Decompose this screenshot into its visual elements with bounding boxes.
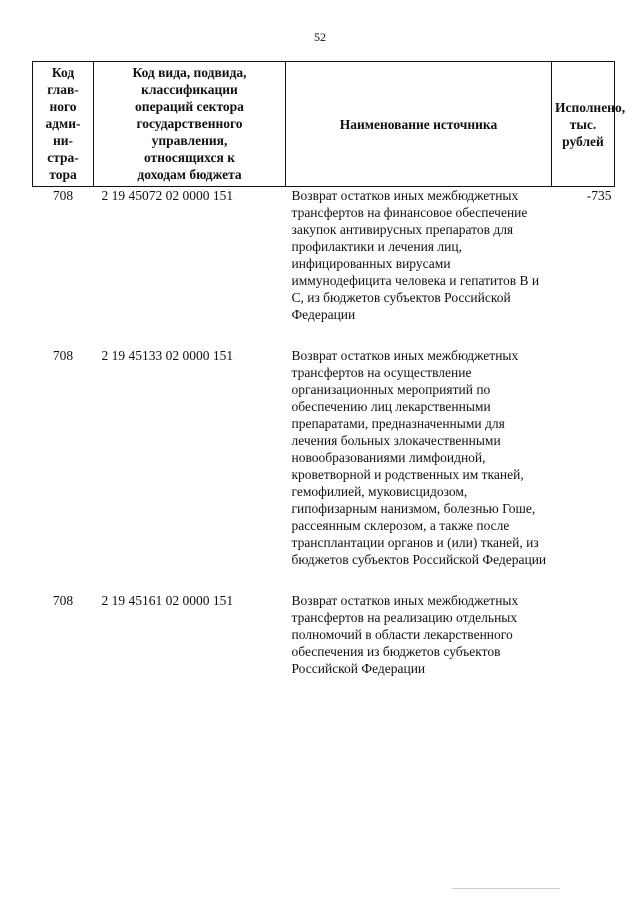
table-row xyxy=(33,187,615,348)
table-row xyxy=(33,347,615,592)
cell-source-name: Возврат остатков иных межбюджетных трансфертов на осуществление организационных мероприятий по обеспечению лиц лекарственными препаратами, предназначенными для лечения больных злокачественными новообразованиями лимфоидной, кроветворной и родственных им тканей, гемофилией, муковисцидозом, гипофизарным нанизмом, болезнью Гоше, рассеянным склерозом, а также после трансплантации органов и (или) тканей, из бюджетов субъектов Российской Федерации xyxy=(291,348,547,567)
cell-classification-code: 2 19 45161 02 0000 151 xyxy=(101,593,234,608)
header-row xyxy=(33,62,615,187)
header-executed: Исполнено, тыс. рублей xyxy=(552,62,615,187)
scan-artifact-line xyxy=(452,888,560,889)
table-header xyxy=(33,62,626,187)
table-row xyxy=(33,592,615,701)
header-admin-code: Код глав- ного адми- ни- стра- тора xyxy=(33,62,94,187)
cell-admin-code: 708 xyxy=(52,348,74,363)
cell-executed xyxy=(552,592,615,701)
cell-admin-code: 708 xyxy=(52,593,74,608)
cell-classification-code: 2 19 45072 02 0000 151 xyxy=(101,188,234,203)
page-number: 52 xyxy=(314,30,326,44)
header-classification-code: Код вида, подвида, классификации операций сектора государственного управления, относящихся к доходам бюджета xyxy=(94,62,286,187)
cell-source-name: Возврат остатков иных межбюджетных трансфертов на реализацию отдельных полномочий в области лекарственного обеспечения из бюджетов субъектов Российской Федерации xyxy=(291,593,519,676)
cell-source-name: Возврат остатков иных межбюджетных трансфертов на финансовое обеспечение закупок антивирусных препаратов для профилактики и лечения лиц, инфицированных вирусами иммунодефицита человека и гепатитов В и С, из бюджетов субъектов Российской Федерации xyxy=(291,188,540,322)
cell-admin-code: 708 xyxy=(52,188,74,203)
cell-executed xyxy=(552,347,615,592)
header-source-name: Наименование источника xyxy=(286,62,552,187)
cell-classification-code: 2 19 45133 02 0000 151 xyxy=(101,348,234,363)
table-body xyxy=(33,187,615,702)
budget-table xyxy=(32,61,626,701)
cell-executed: -735 xyxy=(586,188,612,203)
